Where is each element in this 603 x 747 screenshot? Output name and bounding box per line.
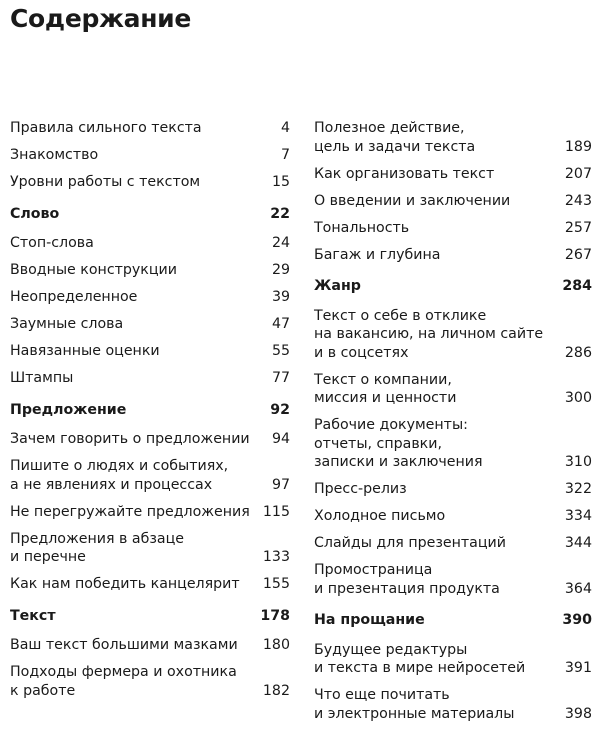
- toc-entry-title: Неопределенное: [10, 289, 138, 305]
- toc-entry-title: Холодное письмо: [314, 508, 446, 524]
- toc-entry-page: 155: [262, 576, 290, 592]
- toc-entry[interactable]: [10, 119, 290, 138]
- toc-entry[interactable]: [10, 261, 290, 280]
- toc-entry-page: 77: [271, 370, 290, 386]
- toc-section[interactable]: [314, 277, 592, 296]
- toc-entry-title: Вводные конструкции: [10, 262, 177, 278]
- toc-entry-title: Пишите о людях и событиях, а не явлениях и процессах: [10, 458, 229, 493]
- toc-entry[interactable]: [314, 246, 592, 265]
- toc-entry-title: Жанр: [314, 278, 361, 294]
- toc-entry-page: 334: [564, 508, 592, 524]
- toc-entry-title: Предложения в абзаце и перечне: [10, 530, 184, 565]
- toc-entry-page: 243: [564, 192, 592, 209]
- toc-entry-title: Промостраница и презентация продукта: [314, 562, 500, 597]
- toc-entry[interactable]: [314, 507, 592, 526]
- toc-entry[interactable]: [10, 146, 290, 165]
- toc-entry[interactable]: [10, 636, 290, 655]
- toc-entry-page: 286: [564, 344, 592, 361]
- toc-entry[interactable]: [314, 165, 592, 184]
- toc-entry-page: 4: [280, 120, 290, 136]
- toc-section[interactable]: [10, 607, 290, 626]
- toc-entry[interactable]: [10, 342, 290, 361]
- toc-entry-page: 398: [564, 705, 592, 722]
- toc-section[interactable]: [10, 401, 290, 420]
- toc-entry-page: 267: [564, 246, 592, 263]
- toc-entry-page: 391: [564, 660, 592, 676]
- page-title: Содержание: [10, 4, 192, 33]
- toc-entry-title: Предложение: [10, 401, 127, 418]
- toc-entry[interactable]: [314, 641, 592, 678]
- toc-entry-page: 364: [564, 580, 592, 597]
- toc-entry[interactable]: [314, 307, 592, 363]
- toc-entry[interactable]: [314, 534, 592, 553]
- toc-entry-title: Стоп-слова: [10, 235, 94, 251]
- toc-entry-title: Уровни работы с текстом: [10, 174, 201, 190]
- toc-entry[interactable]: [314, 219, 592, 238]
- toc-entry-page: 15: [271, 174, 290, 190]
- toc-entry[interactable]: [10, 530, 290, 567]
- toc-entry-page: 24: [271, 235, 290, 251]
- toc-entry[interactable]: [10, 430, 290, 449]
- toc-section[interactable]: [10, 205, 290, 224]
- toc-entry-page: 180: [262, 637, 290, 653]
- toc-entry-title: Не перегружайте предложения: [10, 503, 250, 520]
- toc-entry-title: Полезное действие, цель и задачи текста: [314, 120, 476, 155]
- toc-entry[interactable]: [314, 480, 592, 499]
- toc-entry[interactable]: [10, 575, 290, 594]
- toc-entry-title: Текст о компании, миссия и ценности: [314, 371, 457, 406]
- toc-section[interactable]: [314, 611, 592, 630]
- toc-entry-title: Знакомство: [10, 147, 99, 163]
- toc-entry-title: Как организовать текст: [314, 165, 495, 182]
- toc-entry-title: Слово: [10, 205, 60, 222]
- toc-entry-title: Штампы: [10, 370, 74, 386]
- toc-entry[interactable]: [10, 457, 290, 494]
- toc-entry[interactable]: [10, 288, 290, 307]
- toc-entry[interactable]: [10, 315, 290, 334]
- toc-entry-title: Зачем говорить о предложении: [10, 431, 250, 447]
- toc-entry-title: На прощание: [314, 612, 425, 628]
- toc-entry-title: Будущее редактуры и текста в мире нейросетей: [314, 641, 526, 676]
- toc-column-right: [314, 119, 592, 732]
- toc-entry-page: 322: [564, 481, 592, 497]
- toc-entry-title: Тональность: [314, 219, 410, 236]
- toc-entry-page: 55: [271, 343, 290, 359]
- toc-entry-title: О введении и заключении: [314, 192, 511, 209]
- toc-entry[interactable]: [314, 371, 592, 408]
- toc-entry-page: 97: [271, 476, 290, 493]
- toc-entry[interactable]: [314, 192, 592, 211]
- toc-entry-page: 300: [564, 390, 592, 406]
- toc-entry-title: Правила сильного текста: [10, 120, 202, 136]
- toc-entry-page: 344: [564, 535, 592, 551]
- toc-entry[interactable]: [314, 561, 592, 598]
- toc-entry[interactable]: [10, 663, 290, 700]
- toc-entry-title: Рабочие документы: отчеты, справки, записки и заключения: [314, 417, 483, 470]
- toc-entry-page: 310: [564, 454, 592, 470]
- toc-entry-title: Что еще почитать и электронные материалы: [314, 687, 515, 722]
- toc-entry-page: 47: [271, 316, 290, 332]
- toc-entry-title: Ваш текст большими мазками: [10, 637, 238, 653]
- toc-entry-page: 182: [262, 682, 290, 699]
- toc-entry-page: 133: [262, 549, 290, 565]
- toc-entry-page: 284: [562, 278, 592, 294]
- toc-entry-page: 390: [562, 612, 592, 628]
- toc-entry-title: Навязанные оценки: [10, 343, 160, 359]
- toc-entry[interactable]: [10, 234, 290, 253]
- toc-entry-page: 92: [270, 401, 290, 418]
- toc-entry-page: 189: [564, 138, 592, 155]
- toc-entry-page: 207: [564, 165, 592, 182]
- toc-entry-title: Как нам победить канцелярит: [10, 576, 240, 592]
- toc-entry-page: 7: [280, 147, 290, 163]
- toc-entry-title: Текст: [10, 607, 56, 624]
- toc-entry[interactable]: [10, 173, 290, 192]
- toc-entry-page: 94: [271, 431, 290, 447]
- toc-entry[interactable]: [314, 119, 592, 156]
- toc-entry-page: 22: [270, 205, 290, 222]
- toc-entry-title: Заумные слова: [10, 316, 124, 332]
- toc-entry-page: 39: [271, 289, 290, 305]
- toc-entry-title: Пресс-релиз: [314, 481, 407, 497]
- toc-entry-page: 29: [271, 262, 290, 278]
- toc-entry[interactable]: [314, 416, 592, 472]
- toc-entry-page: 178: [260, 607, 290, 624]
- toc-entry-title: Слайды для презентаций: [314, 535, 506, 551]
- toc-entry-page: 115: [262, 503, 290, 520]
- toc-entry[interactable]: [10, 503, 290, 522]
- toc-entry[interactable]: [10, 369, 290, 388]
- toc-entry-title: Подходы фермера и охотника к работе: [10, 664, 237, 699]
- toc-entry-title: Багаж и глубина: [314, 246, 441, 263]
- toc-entry-title: Текст о себе в отклике на вакансию, на личном сайте и в соцсетях: [314, 307, 544, 361]
- toc-entry[interactable]: [314, 686, 592, 723]
- toc-entry-page: 257: [564, 219, 592, 236]
- toc-column-left: [10, 119, 290, 709]
